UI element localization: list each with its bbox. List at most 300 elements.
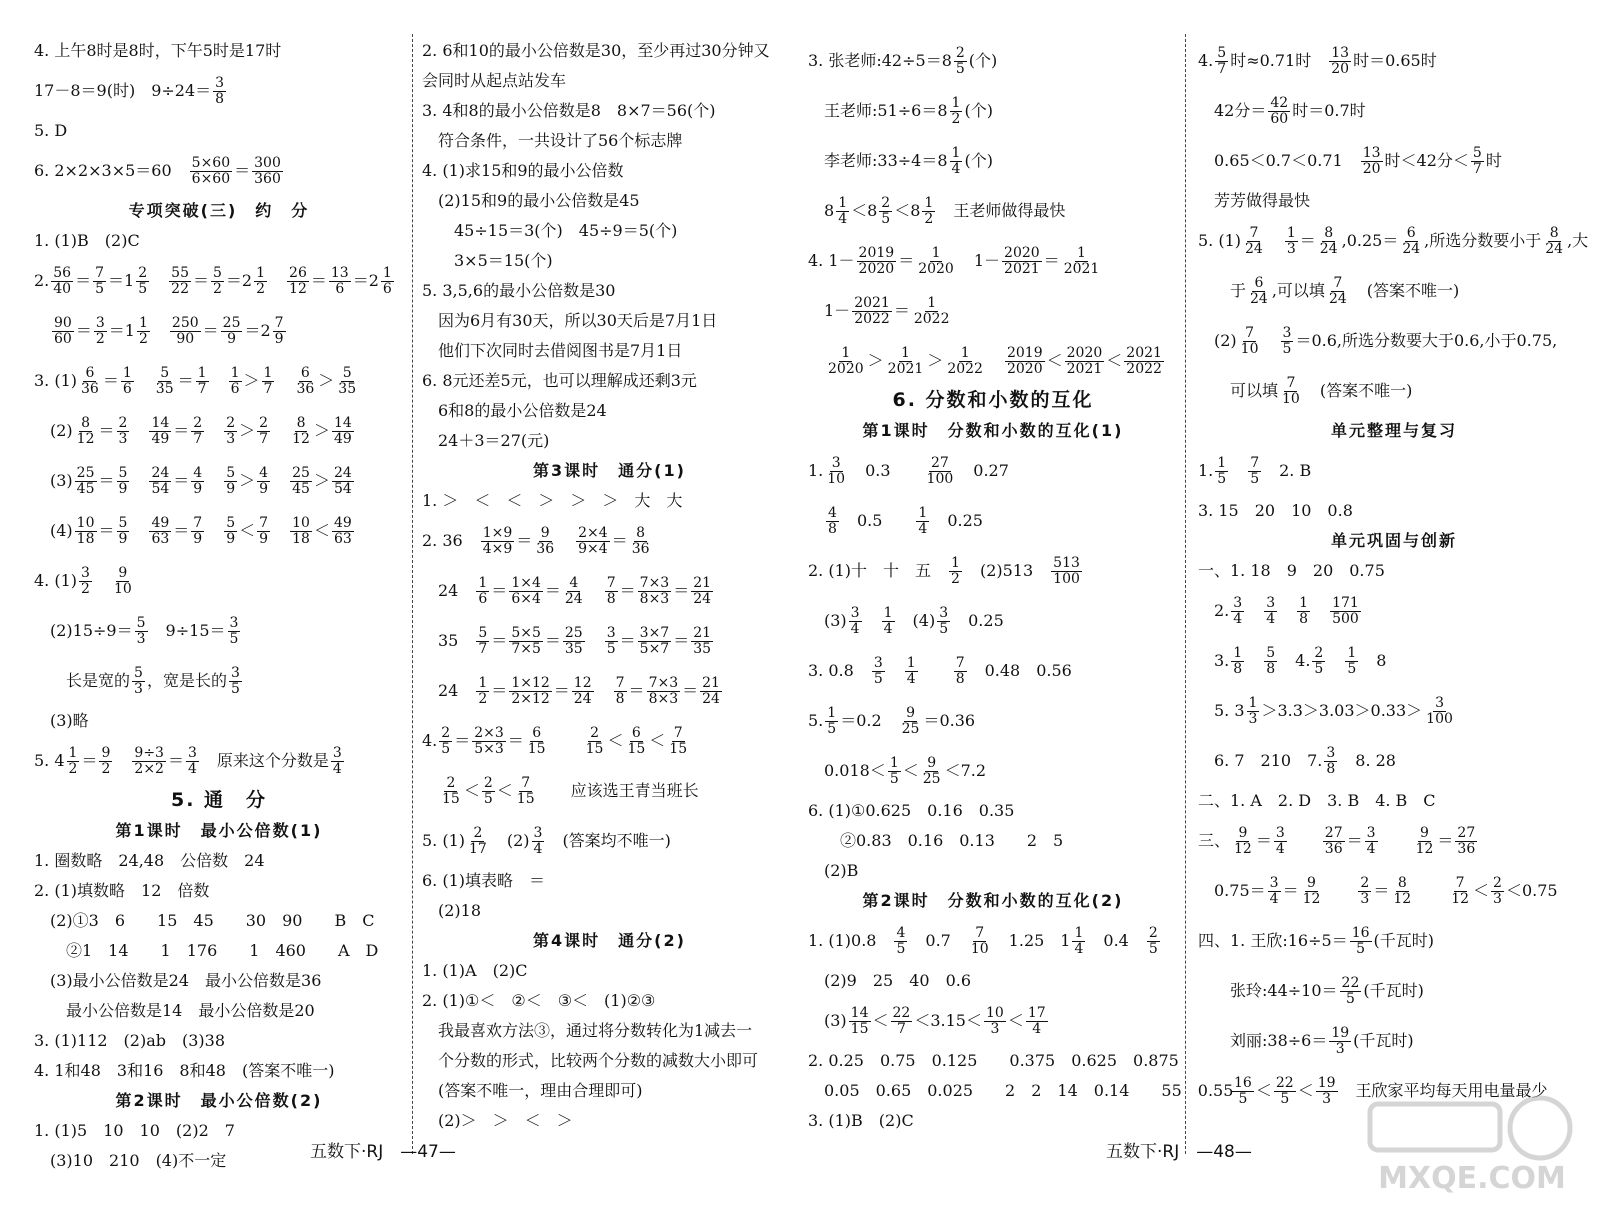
answer-text: (2)15÷9＝ bbox=[34, 621, 133, 640]
fraction-denominator: 9 bbox=[259, 530, 269, 547]
answer-text: ＞ bbox=[313, 471, 330, 490]
answer-line bbox=[422, 306, 797, 336]
fraction bbox=[949, 556, 962, 586]
answer-line bbox=[808, 916, 1178, 966]
fraction-denominator: 3 bbox=[118, 430, 128, 447]
answer-text: 4. bbox=[422, 731, 438, 750]
answer-text: 最小公倍数是14 最小公倍数是20 bbox=[34, 1001, 315, 1020]
fraction-numerator: 2×3 bbox=[474, 724, 504, 741]
answer-text: 3. 0.8 bbox=[808, 661, 870, 680]
fraction bbox=[99, 746, 112, 776]
fraction bbox=[1065, 346, 1105, 376]
answer-text bbox=[131, 421, 147, 441]
answer-text: ＝ bbox=[619, 631, 636, 650]
fraction bbox=[638, 626, 672, 656]
answer-text: ②1 14 1 176 1 460 A D bbox=[34, 941, 379, 960]
fraction bbox=[332, 416, 354, 446]
fraction-numerator: 3 bbox=[606, 624, 616, 641]
fraction-denominator: 5 bbox=[1345, 990, 1355, 1007]
answer-text: 2. 36 bbox=[422, 531, 479, 550]
fraction bbox=[229, 366, 242, 396]
answer-text: ＞ bbox=[313, 421, 330, 440]
answer-text: 4. (1)求15和9的最小公倍数 bbox=[422, 161, 624, 180]
answer-line bbox=[808, 646, 1178, 696]
fraction-numerator: 4 bbox=[193, 464, 203, 481]
fraction-denominator: 2 bbox=[213, 280, 222, 297]
fraction-denominator: 24 bbox=[564, 590, 583, 607]
fraction bbox=[169, 266, 191, 296]
fraction-denominator: 5 bbox=[881, 210, 891, 227]
answer-line bbox=[1198, 496, 1590, 526]
fraction bbox=[532, 826, 545, 856]
fraction bbox=[1350, 926, 1372, 956]
fraction-numerator: 27 bbox=[1324, 824, 1343, 841]
fraction bbox=[439, 726, 452, 756]
fraction-numerator: 250 bbox=[171, 314, 199, 331]
answer-line bbox=[808, 186, 1178, 236]
answer-line bbox=[1198, 586, 1590, 636]
fraction bbox=[954, 656, 967, 686]
answer-text: (3)略 bbox=[34, 711, 89, 730]
fraction-denominator: 22 bbox=[171, 280, 189, 297]
fraction-numerator: 3 bbox=[873, 654, 883, 671]
fraction-numerator: 90 bbox=[54, 314, 72, 331]
answer-line bbox=[422, 36, 797, 66]
fraction-denominator: 3 bbox=[990, 1020, 1000, 1037]
answer-text: 0.25 bbox=[931, 511, 983, 530]
answer-text: ＞ bbox=[239, 471, 256, 490]
answer-text: (答案不唯一) bbox=[1303, 381, 1413, 400]
fraction-denominator: 15 bbox=[516, 790, 535, 807]
answer-text: 6. 8元还差5元，也可以理解成还剩3元 bbox=[422, 371, 697, 390]
fraction-numerator: 7 bbox=[975, 924, 985, 941]
fraction-numerator: 5 bbox=[342, 364, 352, 381]
fraction-numerator: 1 bbox=[1286, 224, 1296, 241]
answer-line bbox=[808, 796, 1178, 826]
answer-text: ＝ bbox=[507, 731, 524, 750]
answer-text: 3. (1) bbox=[34, 371, 78, 390]
answer-line bbox=[422, 986, 797, 1016]
fraction-denominator: 2022 bbox=[913, 310, 950, 327]
answer-text: 2. bbox=[34, 271, 50, 290]
answer-text bbox=[1279, 601, 1295, 621]
fraction-numerator: 1 bbox=[960, 344, 970, 361]
answer-text: (2)＞ ＞ ＜ ＞ bbox=[422, 1111, 573, 1130]
fraction bbox=[872, 656, 885, 686]
fraction-denominator: 2×12 bbox=[511, 690, 550, 707]
answer-text: ＝ bbox=[491, 681, 508, 700]
fraction-numerator: 4 bbox=[896, 924, 906, 941]
fraction bbox=[1051, 556, 1082, 586]
answer-text: 5. (1) bbox=[422, 831, 466, 850]
fraction bbox=[526, 726, 548, 756]
fraction-numerator: 513 bbox=[1053, 554, 1080, 571]
fraction-denominator: 40 bbox=[53, 280, 72, 297]
fraction bbox=[894, 926, 907, 956]
fraction-numerator: 5 bbox=[213, 264, 222, 281]
answer-line bbox=[34, 736, 404, 786]
answer-line bbox=[34, 876, 404, 906]
answer-text: ＜ bbox=[1046, 351, 1063, 370]
fraction bbox=[79, 566, 92, 596]
answer-text: ＝ bbox=[192, 271, 209, 290]
answer-text: 长是宽的 bbox=[34, 671, 131, 690]
fraction-denominator: 8 bbox=[1326, 760, 1336, 777]
answer-text bbox=[422, 781, 438, 801]
fraction-denominator: 24 bbox=[1319, 240, 1338, 257]
fraction-numerator: 3 bbox=[1366, 824, 1376, 841]
answer-text: 1. (1)5 10 10 (2)2 7 bbox=[34, 1121, 235, 1140]
fraction-denominator: 8 bbox=[1266, 660, 1276, 677]
fraction-numerator: 56 bbox=[53, 264, 72, 281]
fraction-denominator: 2022 bbox=[1126, 360, 1162, 377]
fraction bbox=[75, 416, 97, 446]
fraction-numerator: 1×9 bbox=[482, 524, 513, 541]
answer-text: ＝ bbox=[898, 251, 915, 270]
answer-text: ＝ bbox=[611, 531, 628, 550]
fraction-numerator: 1 bbox=[901, 344, 910, 361]
answer-text: 0.4 bbox=[1087, 931, 1145, 950]
answer-text: 个分数的形式，比较两个分数的减数大小即可 bbox=[422, 1051, 759, 1070]
fraction-denominator: 8 bbox=[955, 670, 965, 687]
answer-text: 4. 上午8时是8时，下午5时是17时 bbox=[34, 41, 282, 60]
answer-line bbox=[34, 606, 404, 656]
fraction-numerator: 13 bbox=[330, 264, 349, 281]
fraction-numerator: 9÷3 bbox=[134, 744, 164, 761]
answer-text: ＜ bbox=[1255, 1081, 1272, 1100]
answer-text: 2. 6和10的最小公倍数是30，至少再过30分钟又 bbox=[422, 41, 770, 60]
answer-text bbox=[131, 521, 147, 541]
fraction bbox=[149, 466, 171, 496]
fraction bbox=[1124, 346, 1164, 376]
answer-line bbox=[422, 366, 797, 396]
answer-text: 5. (1) bbox=[1198, 231, 1242, 250]
fraction-denominator: 6 bbox=[230, 380, 240, 397]
answer-line bbox=[808, 996, 1178, 1046]
fraction-denominator: 12 bbox=[289, 280, 307, 297]
fraction-numerator: 7×3 bbox=[648, 674, 679, 691]
fraction-denominator: 2022 bbox=[854, 310, 890, 327]
answer-text: 3. bbox=[1198, 651, 1230, 670]
fraction-denominator: 4 bbox=[838, 210, 848, 227]
fraction-numerator: 6 bbox=[631, 724, 641, 741]
answer-text: ＜8 bbox=[851, 201, 878, 220]
answer-text: ＝ bbox=[75, 321, 92, 340]
answer-text: 24＋3＝27(元) bbox=[422, 431, 550, 450]
answer-text: 1. (1)0.8 bbox=[808, 931, 893, 950]
fraction-numerator: 1 bbox=[478, 574, 488, 591]
answer-text: 5. 4 bbox=[34, 751, 65, 770]
fraction-numerator: 3 bbox=[831, 454, 841, 471]
fraction bbox=[888, 756, 901, 786]
fraction-numerator: 7 bbox=[521, 774, 531, 791]
answer-text: 3×5＝15(个) bbox=[422, 251, 553, 270]
answer-line bbox=[1198, 1016, 1590, 1066]
answer-text bbox=[1246, 601, 1262, 621]
fraction-denominator: 3 bbox=[1248, 710, 1258, 727]
fraction bbox=[509, 626, 543, 656]
fraction-numerator: 7 bbox=[193, 514, 203, 531]
answer-text: ＝ bbox=[177, 371, 194, 390]
answer-text: ②0.83 0.16 0.13 2 5 bbox=[808, 831, 1064, 850]
fraction-denominator: 5 bbox=[1314, 660, 1324, 677]
fraction bbox=[691, 576, 713, 606]
fraction bbox=[1329, 1026, 1351, 1056]
fraction bbox=[950, 96, 963, 126]
fraction-numerator: 3 bbox=[1275, 824, 1285, 841]
fraction bbox=[381, 266, 394, 296]
fraction-numerator: 25 bbox=[76, 464, 95, 481]
answer-text: 应该选王青当班长 bbox=[538, 781, 699, 800]
answer-text: 他们下次同时去借阅图书是7月1日 bbox=[422, 341, 683, 360]
answer-text bbox=[1263, 331, 1279, 351]
answer-text bbox=[550, 731, 582, 751]
fraction bbox=[149, 516, 171, 546]
fraction bbox=[472, 726, 506, 756]
fraction-denominator: 15 bbox=[850, 1020, 869, 1037]
answer-text: (2) bbox=[490, 831, 530, 850]
answer-text: 9÷15＝ bbox=[149, 621, 226, 640]
fraction-denominator: 2 bbox=[101, 760, 111, 777]
fraction-numerator: 1 bbox=[906, 654, 916, 671]
fraction bbox=[112, 566, 134, 596]
answer-text: ＝ bbox=[75, 271, 92, 290]
fraction bbox=[224, 466, 237, 496]
fraction-denominator: 4 bbox=[533, 840, 543, 857]
fraction-numerator: 1 bbox=[138, 314, 148, 331]
answer-text: 时＝0.65时 bbox=[1353, 51, 1437, 70]
fraction-numerator: 16 bbox=[1351, 924, 1370, 941]
fraction bbox=[1323, 826, 1345, 856]
answer-text: 2. (1)十 十 五 bbox=[808, 561, 948, 580]
answer-text: 4. bbox=[1279, 651, 1311, 670]
fraction-denominator: 2020 bbox=[1006, 360, 1043, 377]
section-heading: 第2课时 分数和小数的互化(2) bbox=[862, 891, 1124, 910]
fraction-numerator: 19 bbox=[1317, 1074, 1336, 1091]
answer-line bbox=[808, 746, 1178, 796]
fraction-numerator: 6 bbox=[300, 364, 310, 381]
fraction-numerator: 3 bbox=[939, 604, 949, 621]
fraction-numerator: 2 bbox=[955, 44, 965, 61]
answer-line bbox=[422, 1076, 797, 1106]
fraction bbox=[75, 466, 97, 496]
fraction-numerator: 2 bbox=[1493, 874, 1502, 891]
answer-text: ＝ bbox=[1437, 831, 1454, 850]
fraction bbox=[221, 316, 243, 346]
fraction-denominator: 54 bbox=[151, 480, 170, 497]
fraction-denominator: 45 bbox=[76, 480, 95, 497]
answer-text bbox=[1312, 601, 1328, 621]
section-heading: 专项突破(三) 约 分 bbox=[128, 201, 310, 220]
answer-text: 二、1. A 2. D 3. B 4. B C bbox=[1198, 791, 1436, 810]
fraction-numerator: 1 bbox=[382, 264, 392, 281]
answer-line bbox=[1198, 866, 1590, 916]
fraction-numerator: 9 bbox=[540, 524, 550, 541]
fraction bbox=[121, 366, 134, 396]
answer-text: ＜ bbox=[872, 1011, 889, 1030]
fraction bbox=[137, 316, 150, 346]
fraction-numerator: 2 bbox=[1148, 924, 1158, 941]
fraction-numerator: 1 bbox=[924, 194, 934, 211]
fraction-numerator: 1 bbox=[256, 264, 266, 281]
fraction-denominator: 3 bbox=[1360, 890, 1370, 907]
answer-text: ＝ bbox=[544, 631, 561, 650]
answer-line bbox=[34, 966, 404, 996]
answer-text: 45÷15＝3(个) 45÷9＝5(个) bbox=[422, 221, 678, 240]
answer-text bbox=[1230, 461, 1246, 481]
answer-text: 1. (1)A (2)C bbox=[422, 961, 528, 980]
fraction-numerator: 3 bbox=[95, 314, 105, 331]
fraction bbox=[1400, 226, 1422, 256]
fraction bbox=[294, 366, 316, 396]
answer-line bbox=[1198, 686, 1590, 736]
answer-text: 张玲:44÷10＝ bbox=[1198, 981, 1338, 1000]
fraction-denominator: 12 bbox=[1393, 890, 1412, 907]
answer-text bbox=[887, 661, 903, 681]
fraction-numerator: 7 bbox=[274, 314, 284, 331]
fraction bbox=[476, 576, 489, 606]
answer-text: (答案不唯一，理由合理即可) bbox=[422, 1081, 643, 1100]
fraction bbox=[534, 526, 556, 556]
answer-text: ＜ bbox=[607, 731, 624, 750]
answer-text: ＝ bbox=[628, 681, 645, 700]
fraction bbox=[332, 516, 354, 546]
fraction bbox=[211, 266, 224, 296]
fraction bbox=[922, 196, 935, 226]
fraction-numerator: 3 bbox=[533, 824, 543, 841]
answer-line bbox=[422, 156, 797, 186]
answer-text: (答案均不唯一) bbox=[546, 831, 671, 850]
answer-line bbox=[34, 226, 404, 256]
answer-text: 6. (1)填表略 ＝ bbox=[422, 871, 546, 890]
answer-line bbox=[422, 186, 797, 216]
answer-text: ＝ bbox=[454, 731, 471, 750]
fraction-numerator: 8 bbox=[1397, 874, 1407, 891]
fraction bbox=[132, 666, 145, 696]
fraction-denominator: 3 bbox=[1493, 890, 1502, 907]
answer-text: 时＝0.7时 bbox=[1292, 101, 1366, 120]
fraction bbox=[1248, 456, 1261, 486]
answer-text bbox=[131, 471, 147, 491]
answer-text: 6. (1)①0.625 0.16 0.35 bbox=[808, 801, 1015, 820]
fraction-denominator: 35 bbox=[338, 380, 357, 397]
answer-line bbox=[34, 846, 404, 876]
answer-line bbox=[422, 1016, 797, 1046]
fraction-numerator: 3 bbox=[1326, 744, 1336, 761]
fraction bbox=[332, 466, 354, 496]
answer-text: 5. D bbox=[34, 121, 68, 140]
fraction-denominator: 2 bbox=[95, 330, 105, 347]
answer-text: 原来这个分数是 bbox=[200, 751, 329, 770]
fraction-denominator: 24 bbox=[573, 690, 592, 707]
fraction-numerator: 8 bbox=[636, 524, 646, 541]
fraction bbox=[476, 676, 489, 706]
fraction bbox=[329, 266, 351, 296]
fraction bbox=[700, 676, 722, 706]
fraction-denominator: 36 bbox=[1324, 840, 1343, 857]
answer-line bbox=[422, 216, 797, 246]
answer-line bbox=[422, 666, 797, 716]
answer-text: 3. (1)B (2)C bbox=[808, 1111, 914, 1130]
answer-text: 符合条件，一共设计了56个标志牌 bbox=[422, 131, 683, 150]
fraction-numerator: 9 bbox=[927, 754, 937, 771]
fraction bbox=[1268, 876, 1281, 906]
fraction-numerator: 2 bbox=[590, 724, 599, 741]
fraction-numerator: 1 bbox=[263, 364, 273, 381]
fraction-numerator: 25 bbox=[222, 314, 241, 331]
fraction-denominator: 4×9 bbox=[482, 540, 513, 557]
fraction bbox=[584, 726, 606, 756]
answer-text: ＝ bbox=[102, 371, 119, 390]
fraction-denominator: 63 bbox=[333, 530, 352, 547]
answer-text: (个) bbox=[968, 51, 998, 70]
answer-text: 0.25 bbox=[952, 611, 1004, 630]
fraction-denominator: 6×4 bbox=[511, 590, 541, 607]
fraction-denominator: 2020 bbox=[858, 260, 895, 277]
fraction bbox=[509, 676, 551, 706]
fraction bbox=[1414, 826, 1436, 856]
answer-text: ＝ bbox=[619, 581, 636, 600]
fraction-numerator: 1 bbox=[883, 604, 893, 621]
answer-text: 8 bbox=[808, 201, 835, 220]
fraction bbox=[1280, 376, 1302, 406]
fraction-denominator: 17 bbox=[469, 840, 487, 857]
fraction-numerator: 1 bbox=[1217, 454, 1227, 471]
answer-text: ＞ bbox=[318, 371, 335, 390]
answer-text: 可以填 bbox=[1198, 381, 1279, 400]
answer-line bbox=[1198, 36, 1590, 86]
fraction-numerator: 24 bbox=[151, 464, 170, 481]
fraction-numerator: 2019 bbox=[1006, 344, 1043, 361]
answer-line bbox=[422, 896, 797, 926]
fraction-denominator: 6 bbox=[122, 380, 132, 397]
fraction-numerator: 5 bbox=[1472, 144, 1482, 161]
answer-text bbox=[136, 371, 152, 391]
answer-text: 时＜42分＜ bbox=[1384, 151, 1469, 170]
fraction-denominator: 3 bbox=[134, 680, 143, 697]
fraction-denominator: 5 bbox=[939, 620, 949, 637]
answer-text bbox=[596, 681, 612, 701]
answer-text bbox=[1324, 881, 1356, 901]
fraction bbox=[196, 366, 209, 396]
answer-line bbox=[422, 1106, 797, 1136]
answer-text: (答案不唯一) bbox=[1350, 281, 1460, 300]
answer-line bbox=[422, 96, 797, 126]
watermark-logo-icon bbox=[1360, 1090, 1585, 1200]
answer-text: ＜ bbox=[463, 781, 480, 800]
fraction bbox=[849, 1006, 871, 1036]
fraction-numerator: 9 bbox=[101, 744, 111, 761]
answer-text bbox=[1267, 231, 1283, 251]
fraction bbox=[886, 346, 926, 376]
answer-text: ＜7.2 bbox=[944, 761, 987, 780]
fraction-denominator: 10 bbox=[970, 940, 989, 957]
fraction-denominator: 3 bbox=[1322, 1090, 1332, 1107]
fraction bbox=[605, 626, 618, 656]
fraction bbox=[1358, 876, 1371, 906]
answer-text: (2)513 bbox=[963, 561, 1050, 580]
fraction-denominator: 5 bbox=[1238, 1090, 1248, 1107]
fraction bbox=[93, 266, 106, 296]
fraction bbox=[1274, 1076, 1296, 1106]
answer-text: ＝ bbox=[1255, 831, 1272, 850]
answer-text: ＝ bbox=[173, 421, 190, 440]
answer-text bbox=[1289, 831, 1321, 851]
fraction-denominator: 100 bbox=[1053, 570, 1080, 587]
answer-text: 4. (1) bbox=[34, 571, 78, 590]
fraction-numerator: 26 bbox=[289, 264, 307, 281]
fraction-numerator: 10 bbox=[292, 514, 310, 531]
